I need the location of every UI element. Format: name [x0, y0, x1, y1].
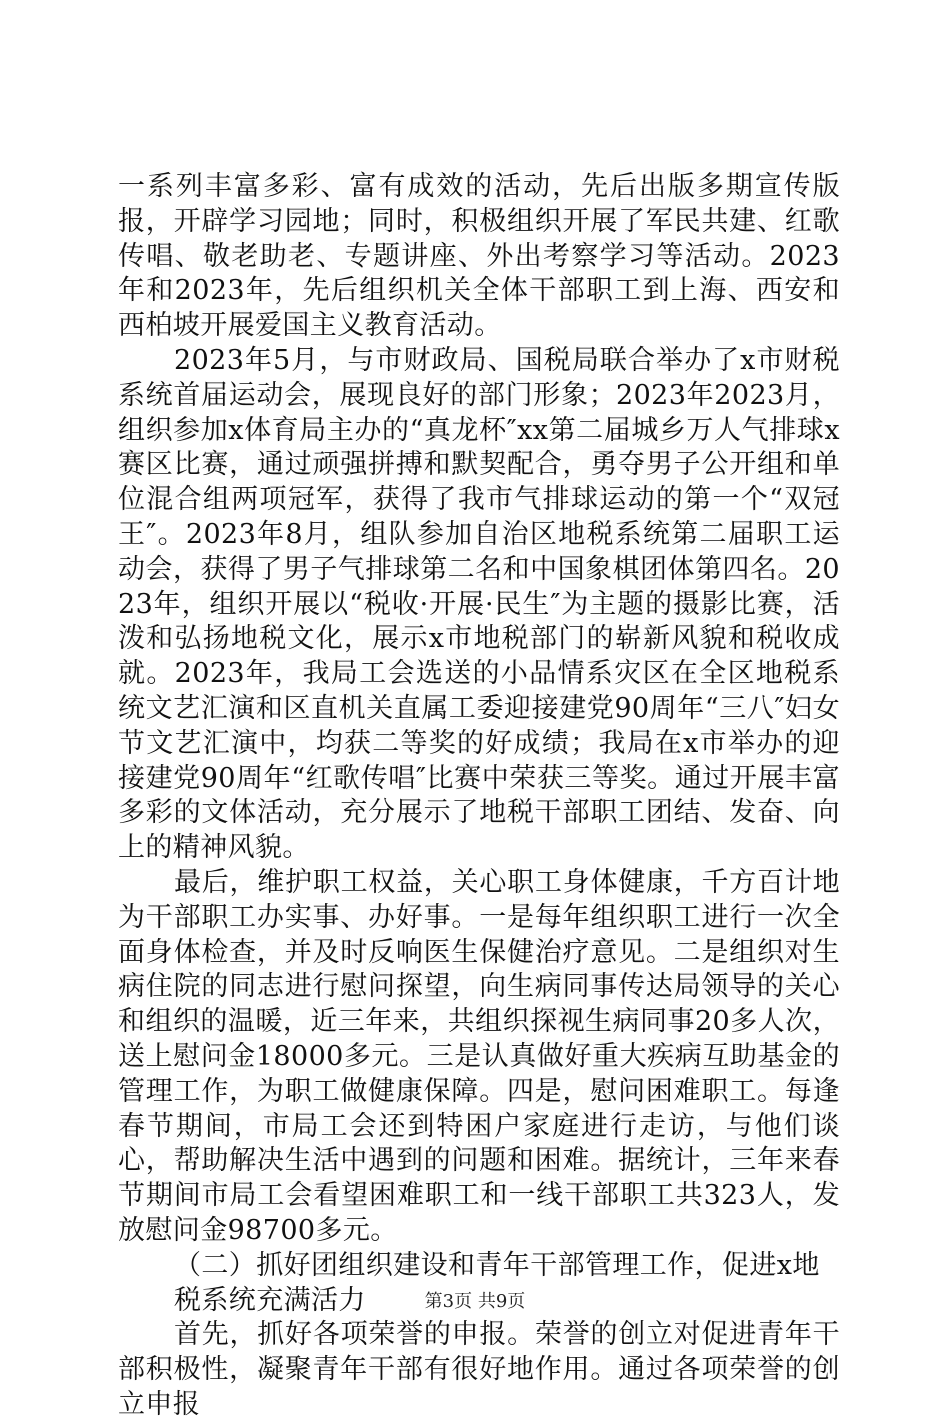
- document-body: [118, 170, 840, 1423]
- section-heading-line2: 税系统充满活力: [174, 1284, 366, 1316]
- page-number-footer: 第3页 共9页: [424, 1291, 526, 1312]
- section-heading-line1: （二）抓好团组织建设和青年干部管理工作，促进x地: [174, 1249, 820, 1281]
- paragraph-sports-events: 2023年5月，与市财政局、国税局联合举办了x市财税系统首届运动会，展现良好的部门形象；2023年2023月，组织参加x体育局主办的“真龙杯″xx第二届城乡万人气排球x赛区比赛，通过顽强拼搏和默契配合，勇夺男子公开组和单位混合组两项冠军，获得了我市气排球运动的第一个“双冠王″。2023年8月，组队参加自治区地税系统第二届职工运动会，获得了男子气排球第二名和中国象棋团体第四名。2023年，组织开展以“税收·开展·民生″为主题的摄影比赛，活泼和弘扬地税文化，展示x市地税部门的崭新风貌和税收成就。2023年，我局工会选送的小品情系灾区在全区地税系统文艺汇演和区直机关直属工委迎接建党90周年“三八″妇女节文艺汇演中，均获二等奖的好成绩；我局在x市举办的迎接建党90周年“红歌传唱″比赛中荣获三等奖。通过开展丰富多彩的文体活动，充分展示了地税干部职工团结、发奋、向上的精神风貌。: [118, 344, 840, 864]
- paragraph-honors: 首先，抓好各项荣誉的申报。荣誉的创立对促进青年干部积极性，凝聚青年干部有很好地作用。通过各项荣誉的创立申报: [118, 1319, 840, 1420]
- paragraph-worker-welfare: 最后，维护职工权益，关心职工身体健康，千方百计地为干部职工办实事、办好事。一是每年组织职工进行一次全面身体检查，并及时反响医生保健治疗意见。二是组织对生病住院的同志进行慰问探望，向生病同事传达局领导的关心和组织的温暖，近三年来，共组织探视生病同事20多人次，送上慰问金18000多元。三是认真做好重大疾病互助基金的管理工作，为职工做健康保障。四是，慰问困难职工。每逢春节期间，市局工会还到特困户家庭进行走访，与他们谈心，帮助解决生活中遇到的问题和困难。据统计，三年来春节期间市局工会看望困难职工和一线干部职工共323人，发放慰问金98700多元。: [118, 866, 840, 1246]
- paragraph-activities: 一系列丰富多彩、富有成效的活动，先后出版多期宣传版报，开辟学习园地；同时，积极组织开展了军民共建、红歌传唱、敬老助老、专题讲座、外出考察学习等活动。2023年和2023年，先后组织机关全体干部职工到上海、西安和西柏坡开展爱国主义教育活动。: [118, 171, 840, 342]
